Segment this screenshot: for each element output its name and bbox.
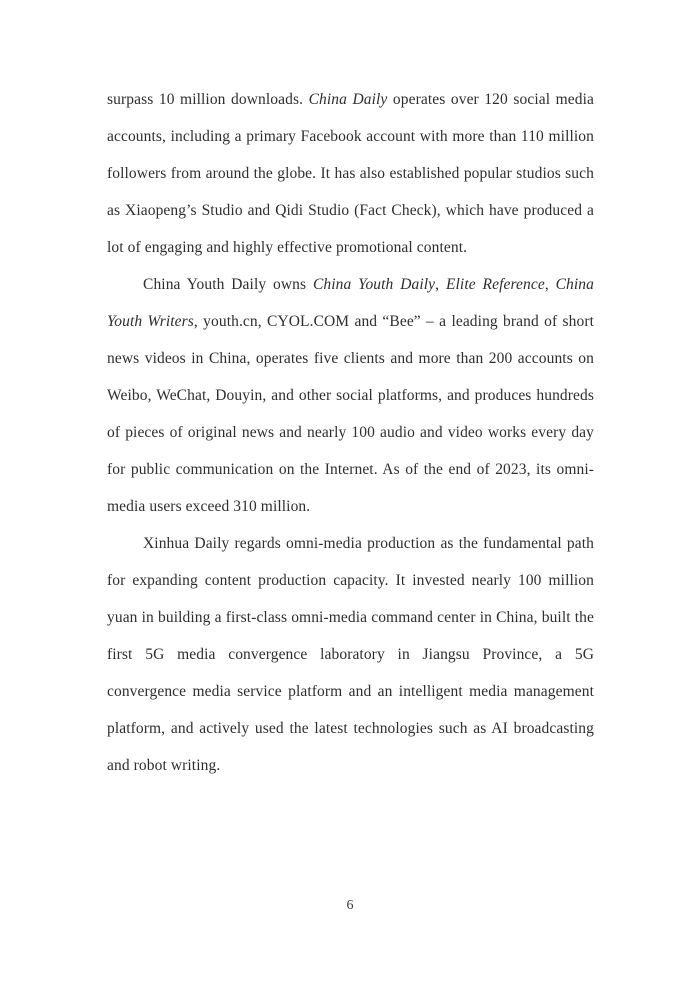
paragraph bbox=[107, 266, 594, 525]
text-run: operates over 120 social media accounts, including a primary Facebook account with more than 110 million followers from around the globe. It has also established popular studios such as Xiaopeng’s Studio and Qidi Studio (Fact Check), which have produced a lot of engaging and highly effective promotional content. bbox=[107, 91, 594, 256]
page-footer bbox=[0, 896, 700, 916]
text-run: China Youth Daily owns bbox=[143, 276, 313, 293]
paragraph bbox=[107, 525, 594, 784]
italic-text-run: China Youth Writers bbox=[107, 276, 595, 330]
page-number: 6 bbox=[346, 898, 354, 913]
paragraph bbox=[107, 81, 594, 266]
text-run: , youth.cn, CYOL.COM and “Bee” – a leading brand of short news videos in China, operates five clients and more than 200 accounts on Weibo, WeChat, Douyin, and other social platforms, and produces hundreds of pieces of original news and nearly 100 audio and video works every day for public communication on the Internet. As of the end of 2023, its omni-media users exceed 310 million. bbox=[107, 313, 595, 515]
text-run: Xinhua Daily regards omni-media production as the fundamental path for expanding content production capacity. It invested nearly 100 million yuan in building a first-class omni-media command center in China, built the first 5G media convergence laboratory in Jiangsu Province, a 5G convergence media service platform and an intelligent media management platform, and actively used the latest technologies such as AI broadcasting and robot writing. bbox=[107, 535, 594, 774]
text-run: , bbox=[435, 276, 446, 293]
italic-text-run: Elite Reference bbox=[445, 276, 545, 293]
text-run: , bbox=[544, 276, 556, 293]
italic-text-run: China Daily bbox=[308, 91, 388, 108]
italic-text-run: China Youth Daily bbox=[312, 276, 436, 293]
text-block bbox=[107, 81, 594, 784]
text-run: surpass 10 million downloads. bbox=[107, 91, 309, 108]
